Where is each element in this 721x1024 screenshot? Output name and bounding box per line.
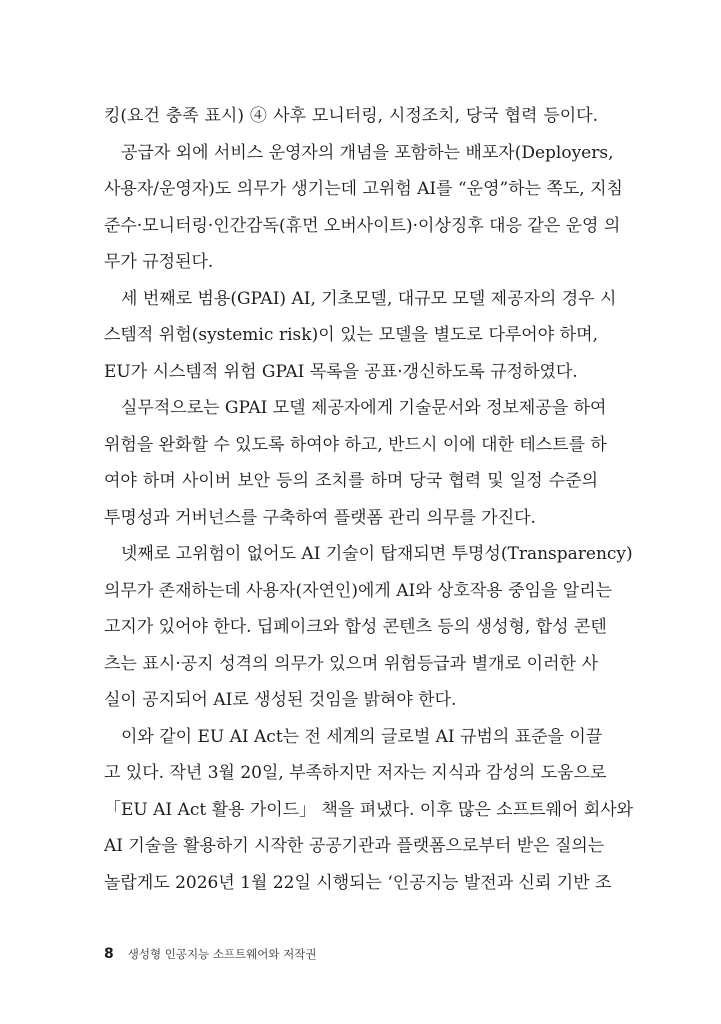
running-title: 생성형 인공지능 소프트웨어와 저작권 <box>127 947 317 961</box>
text-line: 무가 규정된다. <box>104 252 214 272</box>
text-line: EU가 시스템적 위험 GPAI 목록을 공표·갱신하도록 규정하였다. <box>104 361 578 382</box>
text-line: 공급자 외에 서비스 운영자의 개념을 포함하는 배포자(Deployers, <box>121 142 614 163</box>
text-line: 실무적으로는 GPAI 모델 제공자에게 기술문서와 정보제공을 하여 <box>121 398 607 418</box>
text-line: 스템적 위험(systemic risk)이 있는 모델을 별도로 다루어야 하며, <box>104 325 598 345</box>
page-footer <box>104 943 316 965</box>
text-line: 츠는 표시·공지 성격의 의무가 있으며 위험등급과 별개로 이러한 사 <box>104 653 598 674</box>
text-line: 준수·모니터링·인간감독(휴먼 오버사이트)·이상징후 대응 같은 운영 의 <box>104 215 621 236</box>
text-line: 여야 하며 사이버 보안 등의 조치를 하며 당국 협력 및 일정 수준의 <box>104 471 598 491</box>
text-line: 투명성과 거버넌스를 구축하여 플랫폼 관리 의무를 가진다. <box>104 507 536 528</box>
text-line: 넷째로 고위험이 없어도 AI 기술이 탑재되면 투명성(Transparency) <box>121 544 633 564</box>
text-line: 고 있다. 작년 3월 20일, 부족하지만 저자는 지식과 감성의 도움으로 <box>104 763 607 783</box>
text-line: 사용자/운영자)도 의무가 생기는데 고위험 AI를 “운영”하는 쪽도, 지침 <box>104 179 623 199</box>
text-line: 고지가 있어야 한다. 딥페이크와 합성 콘텐츠 등의 생성형, 합성 콘텐 <box>104 617 607 637</box>
text-line: 위험을 완화할 수 있도록 하여야 하고, 반드시 이에 대한 테스트를 하 <box>104 434 607 455</box>
text-line: 의무가 존재하는데 사용자(자연인)에게 AI와 상호작용 중임을 알리는 <box>104 580 613 601</box>
text-line: AI 기술을 활용하기 시작한 공공기관과 플랫폼으로부터 받은 질의는 <box>104 836 605 856</box>
text-line: 실이 공지되어 AI로 생성된 것임을 밝혀야 한다. <box>104 690 457 710</box>
text-line: 놀랍게도 2026년 1월 22일 시행되는 ‘인공지능 발전과 신뢰 기반 조 <box>104 872 612 893</box>
body-text <box>104 98 634 901</box>
text-line: 「EU AI Act 활용 가이드」 책을 펴냈다. 이후 많은 소프트웨어 회사와 <box>104 799 634 820</box>
text-line: 세 번째로 범용(GPAI) AI, 기초모델, 대규모 모델 제공자의 경우 시 <box>121 288 617 309</box>
text-line: 킹(요건 충족 표시) ④ 사후 모니터링, 시정조치, 당국 협력 등이다. <box>104 106 598 126</box>
page-number: 8 <box>104 946 114 962</box>
text-line: 이와 같이 EU AI Act는 전 세계의 글로벌 AI 규범의 표준을 이끌 <box>121 726 603 747</box>
